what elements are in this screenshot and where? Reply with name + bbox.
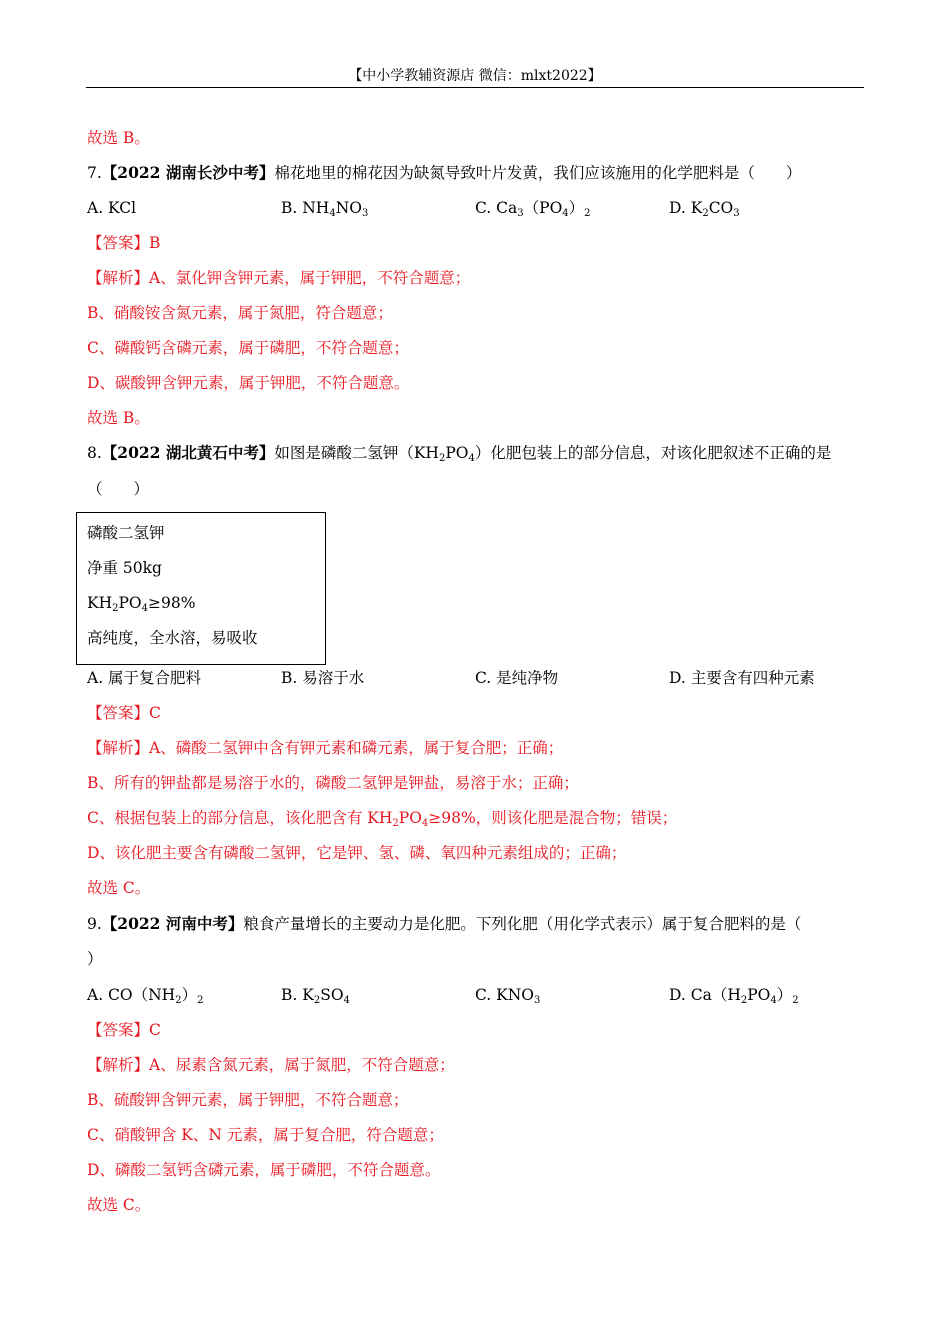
q8-analysis-3: C、根据包装上的部分信息，该化肥含有 $KH_2PO_4\ge 98\%$，则该化肥是混合物；错误； [87, 809, 678, 829]
q7-stem-text: 棉花地里的棉花因为缺氮导致叶片发黄，我们应该施用的化学肥料是（ ） [274, 164, 802, 182]
q8-conclusion: 故选 C。 [87, 879, 151, 897]
q8-stem: 8.【2022 湖北黄石中考】如图是磷酸二氢钾$(KH_2PO_4)$化肥包装上的部分信息，对该化肥叙述不正确的是 [87, 443, 832, 464]
q7-conclusion: 故选 B。 [87, 409, 150, 427]
q9-conclusion: 故选 C。 [87, 1196, 151, 1214]
box-line-features: 高纯度，全水溶，易吸收 [87, 629, 258, 647]
q9-option-d: D. $Ca(H_2PO_4)_2$ [669, 986, 799, 1006]
q7-analysis-2: B、硝酸铵含氮元素，属于氮肥，符合题意； [87, 304, 393, 322]
q8-option-a: A. 属于复合肥料 [87, 669, 202, 687]
q8-number: 8. [87, 444, 102, 462]
q7-analysis-4: D、碳酸钾含钾元素，属于钾肥，不符合题意。 [87, 374, 410, 392]
q7-stem [87, 162, 801, 184]
q9-stem-text: 粮食产量增长的主要动力是化肥。下列化肥（用化学式表示）属于复合肥料的是（ [243, 915, 802, 933]
q9-option-b: B. $K_2SO_4$ [281, 986, 350, 1006]
q9-analysis-4: D、磷酸二氢钙含磷元素，属于磷肥，不符合题意。 [87, 1161, 441, 1179]
q9-analysis-1: 【解析】A、尿素含氮元素，属于氮肥，不符合题意； [87, 1056, 455, 1074]
q7-source: 【2022 湖南长沙中考】 [101, 163, 275, 182]
q6-conclusion: 故选 B。 [87, 129, 150, 147]
q9-stem-cont: ） [87, 950, 103, 968]
q8-answer-value: C [149, 704, 161, 722]
q7-option-b: B. $NH_4NO_3$ [281, 199, 369, 219]
q9-answer [87, 1019, 161, 1041]
q8-answer [87, 702, 161, 724]
q9-answer-label: 【答案】 [87, 1021, 150, 1039]
q7-number: 7. [87, 164, 102, 182]
q7-option-a: A. KCl [87, 199, 137, 217]
q9-source: 【2022 河南中考】 [101, 914, 244, 933]
q9-analysis-3: C、硝酸钾含 K、N 元素，属于复合肥，符合题意； [87, 1126, 444, 1144]
box-line-purity: $KH_2PO_4\ge 98\%$ [87, 594, 196, 614]
q7-answer [87, 232, 160, 254]
fertilizer-label-box [76, 512, 326, 665]
q8-option-d: D. 主要含有四种元素 [669, 669, 815, 687]
q8-answer-label: 【答案】 [87, 704, 150, 722]
q9-analysis-2: B、硫酸钾含钾元素，属于钾肥，不符合题意； [87, 1091, 409, 1109]
q7-analysis-3: C、磷酸钙含磷元素，属于磷肥，不符合题意； [87, 339, 409, 357]
q8-analysis-4: D、该化肥主要含有磷酸二氢钾，它是钾、氢、磷、氧四种元素组成的；正确； [87, 844, 627, 862]
q7-answer-value: B [149, 234, 161, 252]
q9-option-c: C. $KNO_3$ [475, 986, 541, 1006]
q8-analysis-1: 【解析】A、磷酸二氢钾中含有钾元素和磷元素，属于复合肥；正确； [87, 739, 564, 757]
q9-option-a: A. $CO(NH_2)_2$ [87, 986, 204, 1006]
q7-analysis-1: 【解析】A、氯化钾含钾元素，属于钾肥，不符合题意； [87, 269, 471, 287]
q7-option-d: D. $K_2CO_3$ [669, 199, 740, 219]
q9-stem [87, 913, 801, 935]
q8-stem-cont: （ ） [87, 480, 150, 498]
q8-analysis-2: B、所有的钾盐都是易溶于水的，磷酸二氢钾是钾盐，易溶于水；正确； [87, 774, 579, 792]
q8-option-c: C. 是纯净物 [475, 669, 559, 687]
q9-answer-value: C [149, 1021, 161, 1039]
q7-answer-label: 【答案】 [87, 234, 150, 252]
box-line-name: 磷酸二氢钾 [87, 524, 165, 542]
page-header: 【中小学教辅资源店 微信：mlxt2022】 [86, 66, 864, 88]
q8-source: 【2022 湖北黄石中考】 [101, 443, 275, 462]
q7-option-c: C. $Ca_3(PO_4)_2$ [475, 199, 591, 219]
q9-number: 9. [87, 915, 102, 933]
box-line-weight: 净重 50kg [87, 559, 162, 577]
q8-option-b: B. 易溶于水 [281, 669, 365, 687]
